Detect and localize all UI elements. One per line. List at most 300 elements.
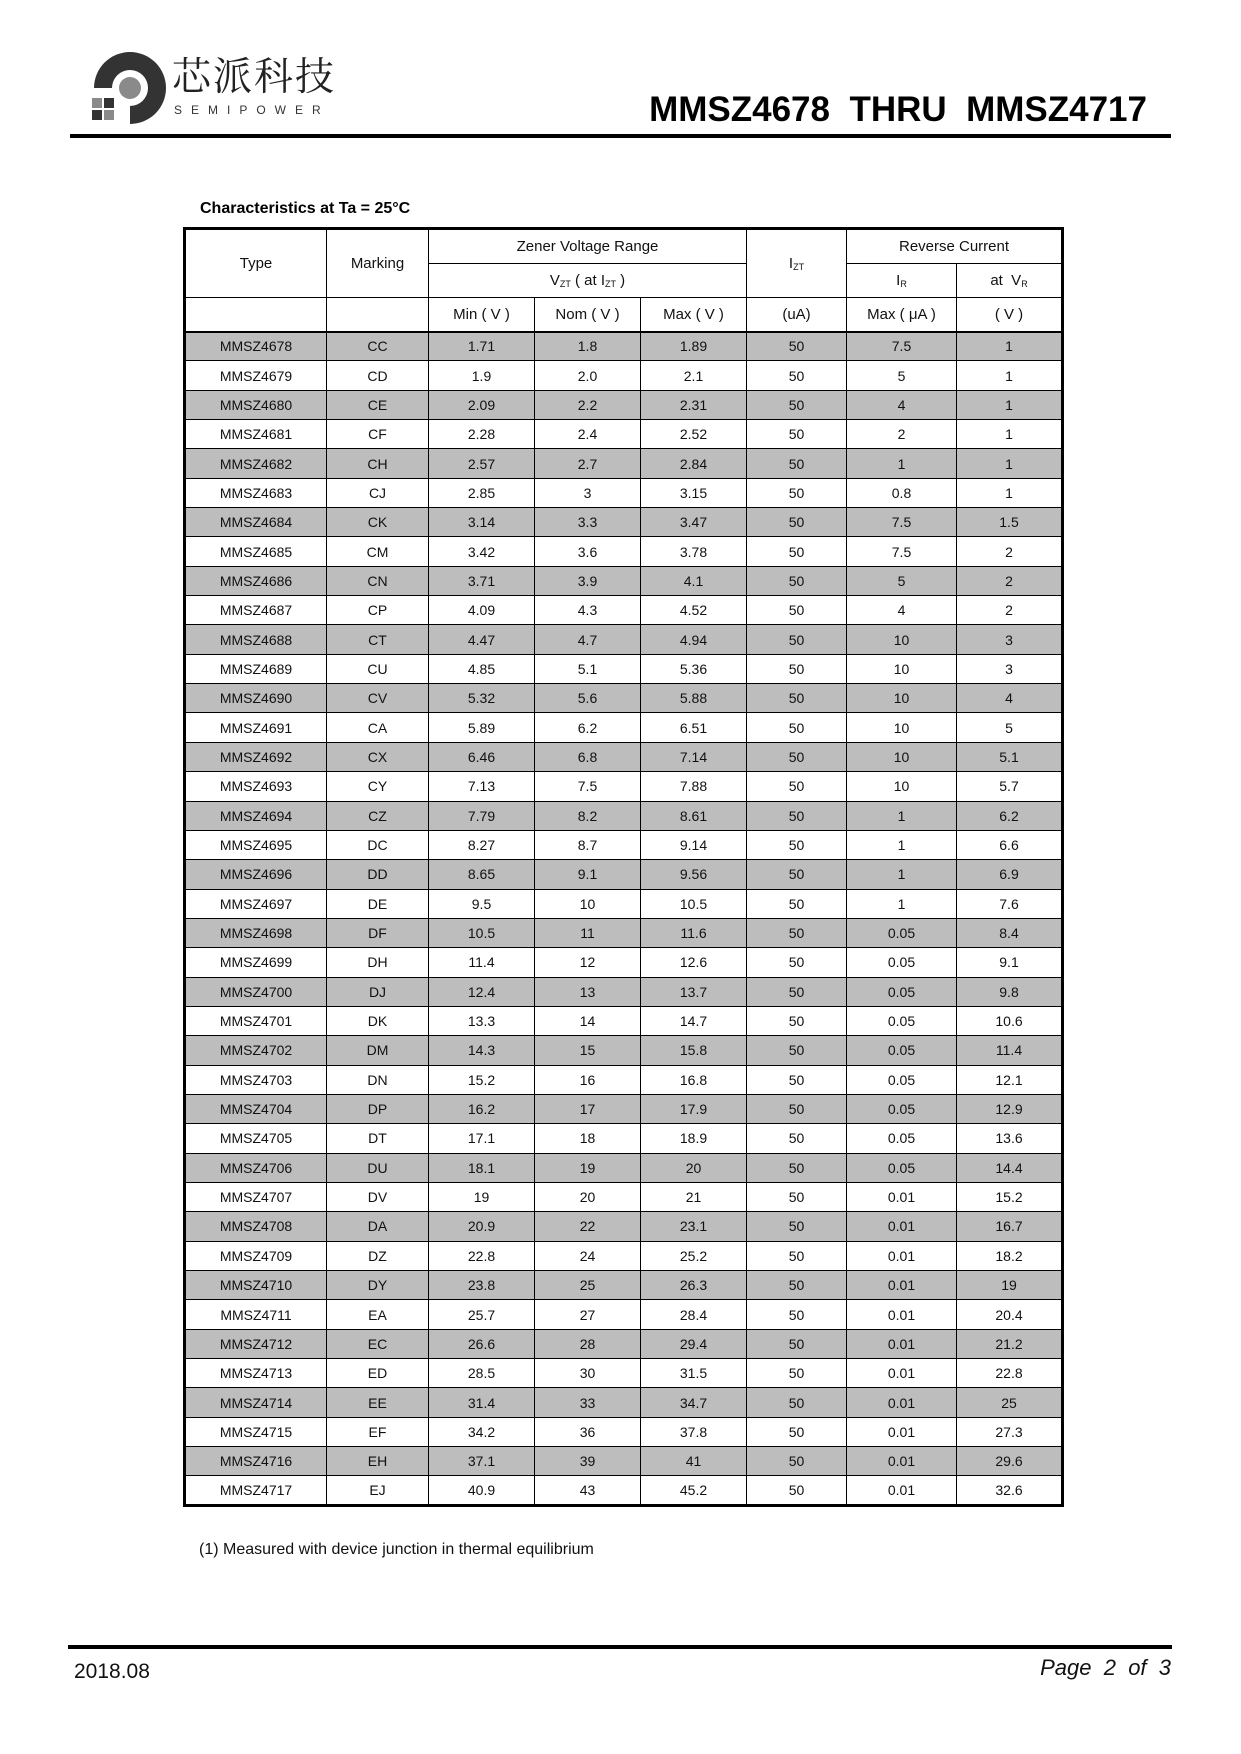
cell-vz-max: 31.5: [641, 1359, 747, 1388]
table-row: [185, 830, 1063, 859]
cell-marking: DY: [327, 1271, 429, 1300]
cell-vr: 13.6: [957, 1124, 1063, 1153]
cell-vz-max: 5.88: [641, 684, 747, 713]
cell-vz-nom: 15: [535, 1036, 641, 1065]
header-type-blank: [185, 298, 327, 332]
cell-vr: 21.2: [957, 1329, 1063, 1358]
cell-marking: DH: [327, 948, 429, 977]
cell-marking: ED: [327, 1359, 429, 1388]
cell-ir-max: 0.01: [847, 1388, 957, 1417]
cell-vz-max: 14.7: [641, 1006, 747, 1035]
cell-ir-max: 10: [847, 742, 957, 771]
cell-vz-min: 10.5: [429, 918, 535, 947]
cell-type: MMSZ4710: [185, 1271, 327, 1300]
table-row: [185, 1241, 1063, 1270]
cell-marking: CK: [327, 508, 429, 537]
cell-type: MMSZ4703: [185, 1065, 327, 1094]
cell-marking: EE: [327, 1388, 429, 1417]
cell-izt: 50: [747, 508, 847, 537]
cell-vz-min: 13.3: [429, 1006, 535, 1035]
cell-type: MMSZ4711: [185, 1300, 327, 1329]
cell-izt: 50: [747, 977, 847, 1006]
cell-vz-max: 2.84: [641, 449, 747, 478]
cell-vr: 1: [957, 361, 1063, 390]
table-row: [185, 361, 1063, 390]
table-row: [185, 860, 1063, 889]
table-row: [185, 1417, 1063, 1446]
cell-vz-min: 4.09: [429, 596, 535, 625]
table-row: [185, 478, 1063, 507]
cell-izt: 50: [747, 1094, 847, 1123]
cell-izt: 50: [747, 654, 847, 683]
cell-type: MMSZ4681: [185, 420, 327, 449]
vzt-close-text: ): [616, 271, 626, 289]
table-row: [185, 420, 1063, 449]
table-row: [185, 889, 1063, 918]
cell-izt: 50: [747, 1153, 847, 1182]
cell-marking: EH: [327, 1447, 429, 1476]
cell-marking: DM: [327, 1036, 429, 1065]
cell-type: MMSZ4691: [185, 713, 327, 742]
cell-vz-nom: 30: [535, 1359, 641, 1388]
cell-vr: 1: [957, 332, 1063, 361]
table-row: [185, 1300, 1063, 1329]
cell-type: MMSZ4698: [185, 918, 327, 947]
cell-izt: 50: [747, 1300, 847, 1329]
cell-ir-max: 0.01: [847, 1447, 957, 1476]
cell-ir-max: 0.01: [847, 1300, 957, 1329]
cell-vz-max: 37.8: [641, 1417, 747, 1446]
ir-symbol: I: [896, 271, 901, 289]
cell-izt: 50: [747, 1271, 847, 1300]
cell-vz-min: 31.4: [429, 1388, 535, 1417]
cell-ir-max: 1: [847, 801, 957, 830]
cell-vr: 9.8: [957, 977, 1063, 1006]
cell-izt: 50: [747, 1241, 847, 1270]
cell-marking: CA: [327, 713, 429, 742]
cell-ir-max: 10: [847, 713, 957, 742]
cell-vr: 2: [957, 566, 1063, 595]
cell-izt: 50: [747, 1182, 847, 1211]
cell-izt: 50: [747, 1329, 847, 1358]
cell-marking: EF: [327, 1417, 429, 1446]
cell-ir-max: 0.05: [847, 1153, 957, 1182]
cell-ir-max: 0.01: [847, 1271, 957, 1300]
cell-izt: 50: [747, 1447, 847, 1476]
cell-vr: 16.7: [957, 1212, 1063, 1241]
table-row: [185, 1329, 1063, 1358]
cell-izt: 50: [747, 1476, 847, 1505]
logo-mark-icon: [88, 48, 168, 126]
cell-vz-max: 12.6: [641, 948, 747, 977]
cell-ir-max: 0.05: [847, 977, 957, 1006]
header-izt-unit: (uA): [747, 298, 847, 332]
cell-vz-max: 3.78: [641, 537, 747, 566]
cell-izt: 50: [747, 1212, 847, 1241]
cell-vz-nom: 25: [535, 1271, 641, 1300]
header-izt: [747, 229, 847, 298]
cell-vr: 19: [957, 1271, 1063, 1300]
cell-ir-max: 5: [847, 361, 957, 390]
cell-marking: DD: [327, 860, 429, 889]
characteristics-table: [183, 227, 1064, 1507]
cell-vr: 3: [957, 654, 1063, 683]
cell-vz-min: 17.1: [429, 1124, 535, 1153]
cell-izt: 50: [747, 889, 847, 918]
cell-vz-min: 28.5: [429, 1359, 535, 1388]
cell-izt: 50: [747, 860, 847, 889]
cell-vr: 1: [957, 478, 1063, 507]
cell-vz-max: 3.15: [641, 478, 747, 507]
cell-ir-max: 0.01: [847, 1182, 957, 1211]
cell-vz-min: 25.7: [429, 1300, 535, 1329]
cell-ir-max: 1: [847, 830, 957, 859]
vzt-symbol: V: [549, 271, 560, 289]
cell-vr: 25: [957, 1388, 1063, 1417]
vzt-at-text: ( at I: [570, 271, 606, 289]
cell-vz-max: 20: [641, 1153, 747, 1182]
cell-vz-max: 8.61: [641, 801, 747, 830]
header-zener-voltage-range: Zener Voltage Range: [429, 229, 747, 264]
cell-type: MMSZ4688: [185, 625, 327, 654]
cell-type: MMSZ4694: [185, 801, 327, 830]
cell-vz-min: 1.71: [429, 332, 535, 361]
cell-marking: DU: [327, 1153, 429, 1182]
table-row: [185, 977, 1063, 1006]
cell-ir-max: 10: [847, 772, 957, 801]
cell-marking: CT: [327, 625, 429, 654]
cell-marking: CN: [327, 566, 429, 595]
cell-izt: 50: [747, 537, 847, 566]
cell-type: MMSZ4678: [185, 332, 327, 361]
cell-vz-nom: 39: [535, 1447, 641, 1476]
cell-vr: 4: [957, 684, 1063, 713]
characteristics-table-body: [185, 332, 1063, 1506]
cell-vz-max: 4.1: [641, 566, 747, 595]
table-row: [185, 801, 1063, 830]
cell-type: MMSZ4704: [185, 1094, 327, 1123]
cell-ir-max: 4: [847, 390, 957, 419]
cell-vz-min: 34.2: [429, 1417, 535, 1446]
cell-vr: 5.1: [957, 742, 1063, 771]
cell-vz-nom: 36: [535, 1417, 641, 1446]
cell-vz-max: 23.1: [641, 1212, 747, 1241]
cell-vz-max: 34.7: [641, 1388, 747, 1417]
cell-ir-max: 0.05: [847, 1006, 957, 1035]
cell-vz-max: 28.4: [641, 1300, 747, 1329]
cell-vr: 29.6: [957, 1447, 1063, 1476]
header-rule: [70, 134, 1171, 138]
cell-izt: 50: [747, 684, 847, 713]
cell-vz-max: 13.7: [641, 977, 747, 1006]
cell-marking: DA: [327, 1212, 429, 1241]
cell-marking: CY: [327, 772, 429, 801]
cell-marking: DP: [327, 1094, 429, 1123]
cell-marking: DF: [327, 918, 429, 947]
cell-marking: EC: [327, 1329, 429, 1358]
table-row: [185, 1212, 1063, 1241]
cell-vr: 14.4: [957, 1153, 1063, 1182]
cell-vz-nom: 20: [535, 1182, 641, 1211]
cell-vz-nom: 2.0: [535, 361, 641, 390]
cell-type: MMSZ4697: [185, 889, 327, 918]
table-row: [185, 1388, 1063, 1417]
cell-type: MMSZ4699: [185, 948, 327, 977]
cell-marking: CF: [327, 420, 429, 449]
cell-type: MMSZ4687: [185, 596, 327, 625]
table-row: [185, 1153, 1063, 1182]
cell-vz-min: 8.27: [429, 830, 535, 859]
cell-ir-max: 0.01: [847, 1241, 957, 1270]
cell-izt: 50: [747, 478, 847, 507]
cell-ir-max: 0.05: [847, 1036, 957, 1065]
cell-ir-max: 0.01: [847, 1417, 957, 1446]
cell-vr: 2: [957, 596, 1063, 625]
cell-vr: 18.2: [957, 1241, 1063, 1270]
cell-vz-nom: 33: [535, 1388, 641, 1417]
izt-subscript: ZT: [793, 262, 805, 272]
table-row: [185, 1094, 1063, 1123]
cell-type: MMSZ4716: [185, 1447, 327, 1476]
cell-type: MMSZ4682: [185, 449, 327, 478]
header-nom-v: Nom ( V ): [535, 298, 641, 332]
cell-vr: 3: [957, 625, 1063, 654]
cell-type: MMSZ4680: [185, 390, 327, 419]
cell-vz-max: 26.3: [641, 1271, 747, 1300]
section-title: Characteristics at Ta = 25°C: [200, 200, 411, 217]
cell-vr: 1: [957, 449, 1063, 478]
cell-vz-max: 9.14: [641, 830, 747, 859]
cell-vz-min: 5.89: [429, 713, 535, 742]
cell-izt: 50: [747, 566, 847, 595]
table-row: [185, 1036, 1063, 1065]
cell-izt: 50: [747, 948, 847, 977]
cell-izt: 50: [747, 772, 847, 801]
table-row: [185, 654, 1063, 683]
cell-vz-max: 16.8: [641, 1065, 747, 1094]
cell-vz-max: 2.1: [641, 361, 747, 390]
cell-vz-nom: 5.1: [535, 654, 641, 683]
cell-vr: 7.6: [957, 889, 1063, 918]
table-row: [185, 449, 1063, 478]
cell-vz-nom: 22: [535, 1212, 641, 1241]
cell-vz-min: 1.9: [429, 361, 535, 390]
cell-vz-min: 8.65: [429, 860, 535, 889]
table-row: [185, 596, 1063, 625]
cell-vz-nom: 43: [535, 1476, 641, 1505]
cell-izt: 50: [747, 361, 847, 390]
cell-vz-min: 11.4: [429, 948, 535, 977]
cell-vz-max: 25.2: [641, 1241, 747, 1270]
footer-page-number: Page 2 of 3: [1040, 1655, 1171, 1680]
cell-marking: CM: [327, 537, 429, 566]
table-row: [185, 537, 1063, 566]
cell-izt: 50: [747, 742, 847, 771]
cell-ir-max: 0.01: [847, 1359, 957, 1388]
cell-vz-nom: 16: [535, 1065, 641, 1094]
cell-vz-nom: 8.2: [535, 801, 641, 830]
cell-izt: 50: [747, 1388, 847, 1417]
cell-vz-max: 41: [641, 1447, 747, 1476]
table-row: [185, 1359, 1063, 1388]
cell-vz-min: 7.13: [429, 772, 535, 801]
cell-vz-max: 21: [641, 1182, 747, 1211]
cell-izt: 50: [747, 1124, 847, 1153]
cell-ir-max: 2: [847, 420, 957, 449]
cell-type: MMSZ4693: [185, 772, 327, 801]
header-max-v: Max ( V ): [641, 298, 747, 332]
footer-rule: [68, 1645, 1172, 1649]
cell-ir-max: 0.05: [847, 1065, 957, 1094]
cell-vz-max: 4.52: [641, 596, 747, 625]
cell-vz-nom: 19: [535, 1153, 641, 1182]
cell-izt: 50: [747, 713, 847, 742]
cell-ir-max: 1: [847, 449, 957, 478]
cell-ir-max: 10: [847, 654, 957, 683]
cell-marking: CV: [327, 684, 429, 713]
cell-ir-max: 5: [847, 566, 957, 595]
cell-izt: 50: [747, 918, 847, 947]
cell-vz-min: 26.6: [429, 1329, 535, 1358]
cell-vz-max: 1.89: [641, 332, 747, 361]
cell-vr: 2: [957, 537, 1063, 566]
cell-ir-max: 0.01: [847, 1476, 957, 1505]
at-vr-subscript: R: [1021, 278, 1028, 289]
cell-izt: 50: [747, 625, 847, 654]
cell-vz-nom: 3.9: [535, 566, 641, 595]
cell-marking: DK: [327, 1006, 429, 1035]
table-row: [185, 1065, 1063, 1094]
cell-vz-min: 15.2: [429, 1065, 535, 1094]
table-row: [185, 1271, 1063, 1300]
table-row: [185, 1476, 1063, 1505]
cell-vz-nom: 2.2: [535, 390, 641, 419]
at-vr-symbol: at V: [990, 271, 1022, 289]
cell-marking: DT: [327, 1124, 429, 1153]
cell-vz-min: 18.1: [429, 1153, 535, 1182]
cell-type: MMSZ4709: [185, 1241, 327, 1270]
cell-ir-max: 7.5: [847, 332, 957, 361]
cell-ir-max: 1: [847, 860, 957, 889]
brand-name-chinese: 芯派科技: [172, 55, 337, 100]
cell-vz-min: 22.8: [429, 1241, 535, 1270]
cell-vz-min: 4.85: [429, 654, 535, 683]
cell-vz-min: 2.85: [429, 478, 535, 507]
cell-vr: 15.2: [957, 1182, 1063, 1211]
cell-vz-max: 15.8: [641, 1036, 747, 1065]
table-row: [185, 1182, 1063, 1211]
cell-vz-nom: 3: [535, 478, 641, 507]
cell-type: MMSZ4714: [185, 1388, 327, 1417]
cell-vz-max: 9.56: [641, 860, 747, 889]
cell-izt: 50: [747, 390, 847, 419]
cell-vz-min: 16.2: [429, 1094, 535, 1123]
cell-vz-min: 3.71: [429, 566, 535, 595]
cell-vz-max: 7.14: [641, 742, 747, 771]
cell-vz-nom: 5.6: [535, 684, 641, 713]
cell-vz-min: 5.32: [429, 684, 535, 713]
semipower-logo: [88, 48, 168, 126]
cell-marking: DZ: [327, 1241, 429, 1270]
cell-marking: CZ: [327, 801, 429, 830]
header-marking: Marking: [327, 229, 429, 298]
cell-marking: DE: [327, 889, 429, 918]
vzt-subscript: ZT: [559, 278, 571, 289]
cell-vz-min: 37.1: [429, 1447, 535, 1476]
cell-type: MMSZ4708: [185, 1212, 327, 1241]
cell-ir-max: 7.5: [847, 537, 957, 566]
cell-vz-nom: 28: [535, 1329, 641, 1358]
cell-vz-nom: 3.6: [535, 537, 641, 566]
cell-vz-nom: 4.3: [535, 596, 641, 625]
cell-vr: 6.2: [957, 801, 1063, 830]
cell-vz-max: 45.2: [641, 1476, 747, 1505]
cell-vr: 32.6: [957, 1476, 1063, 1505]
cell-marking: DJ: [327, 977, 429, 1006]
cell-vr: 12.1: [957, 1065, 1063, 1094]
cell-type: MMSZ4707: [185, 1182, 327, 1211]
cell-vz-max: 3.47: [641, 508, 747, 537]
table-row: [185, 1006, 1063, 1035]
cell-type: MMSZ4689: [185, 654, 327, 683]
cell-izt: 50: [747, 1006, 847, 1035]
cell-vz-min: 19: [429, 1182, 535, 1211]
cell-izt: 50: [747, 332, 847, 361]
cell-vr: 9.1: [957, 948, 1063, 977]
cell-izt: 50: [747, 830, 847, 859]
cell-type: MMSZ4706: [185, 1153, 327, 1182]
footnote: (1) Measured with device junction in thermal equilibrium: [199, 1541, 594, 1558]
cell-izt: 50: [747, 596, 847, 625]
cell-type: MMSZ4686: [185, 566, 327, 595]
cell-vz-max: 11.6: [641, 918, 747, 947]
vzt-at-subscript: ZT: [605, 278, 617, 289]
cell-type: MMSZ4715: [185, 1417, 327, 1446]
cell-vz-max: 18.9: [641, 1124, 747, 1153]
cell-ir-max: 1: [847, 889, 957, 918]
cell-vz-max: 7.88: [641, 772, 747, 801]
cell-vr: 10.6: [957, 1006, 1063, 1035]
header-type: Type: [185, 229, 327, 298]
cell-vz-nom: 24: [535, 1241, 641, 1270]
cell-vz-min: 14.3: [429, 1036, 535, 1065]
cell-vz-max: 6.51: [641, 713, 747, 742]
table-row: [185, 332, 1063, 361]
cell-vz-min: 2.28: [429, 420, 535, 449]
table-row: [185, 566, 1063, 595]
cell-vz-nom: 17: [535, 1094, 641, 1123]
cell-marking: CJ: [327, 478, 429, 507]
cell-vr: 1: [957, 390, 1063, 419]
cell-vr: 1: [957, 420, 1063, 449]
cell-vr: 11.4: [957, 1036, 1063, 1065]
cell-vz-min: 12.4: [429, 977, 535, 1006]
cell-ir-max: 0.05: [847, 918, 957, 947]
cell-vz-min: 3.14: [429, 508, 535, 537]
cell-marking: EJ: [327, 1476, 429, 1505]
header-min-v: Min ( V ): [429, 298, 535, 332]
header-at-vr: [957, 263, 1063, 298]
cell-marking: DN: [327, 1065, 429, 1094]
cell-vz-nom: 7.5: [535, 772, 641, 801]
cell-type: MMSZ4685: [185, 537, 327, 566]
cell-marking: EA: [327, 1300, 429, 1329]
footer-date: 2018.08: [74, 1660, 150, 1683]
table-row: [185, 742, 1063, 771]
cell-vr: 5: [957, 713, 1063, 742]
table-row: [185, 713, 1063, 742]
header-vr-unit: ( V ): [957, 298, 1063, 332]
